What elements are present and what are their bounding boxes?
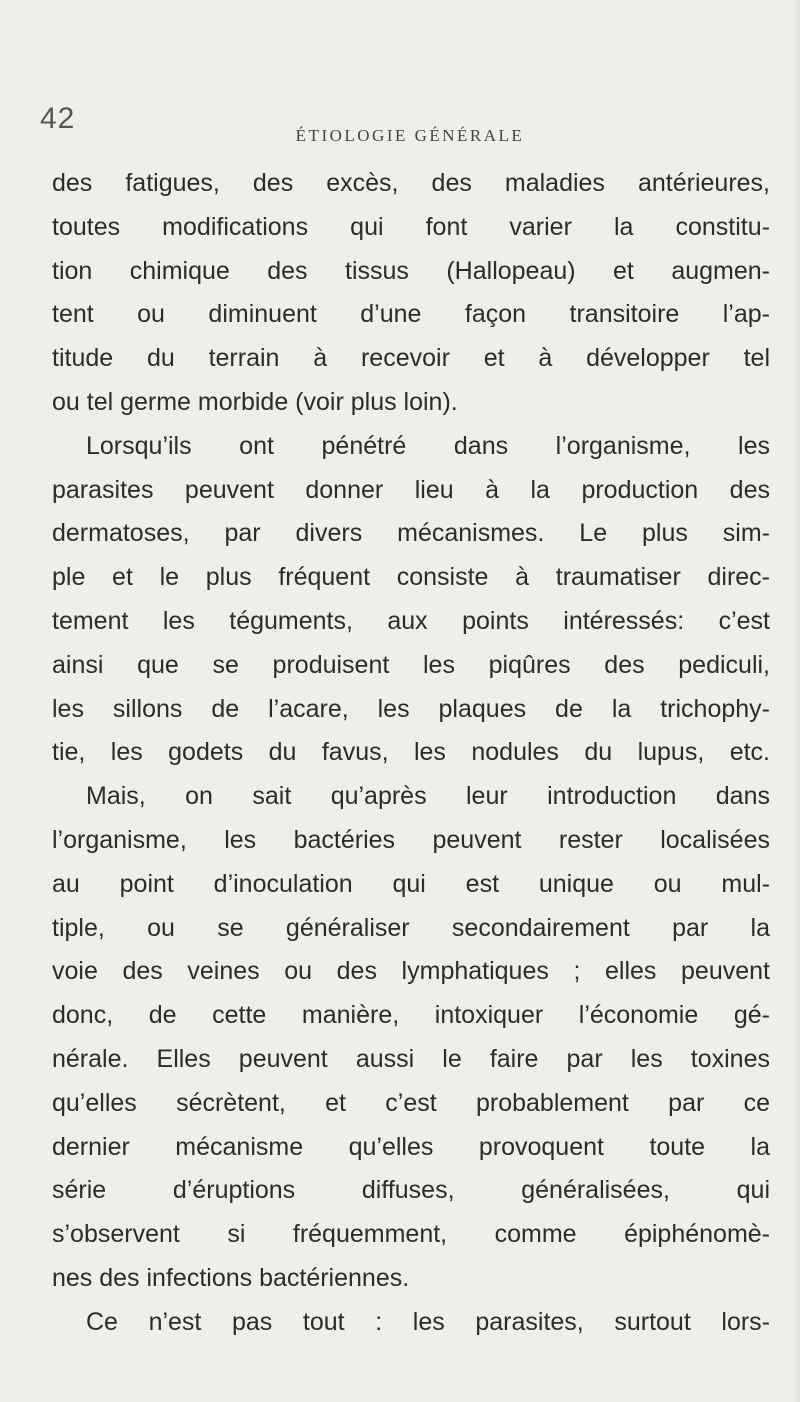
text-line: les sillons de l’acare, les plaques de la trichophy- [52,694,770,723]
text-line: ple et le plus fréquent consiste à traumatiser direc- [52,563,770,592]
text-line: donc, de cette manière, intoxiquer l’économie gé- [52,1001,770,1030]
text-line: tiple, ou se généraliser secondairement par la [52,913,770,942]
text-line: ainsi que se produisent les piqûres des pediculi, [52,650,770,679]
text-line: tie, les godets du favus, les nodules du lupus, etc. [52,738,770,767]
text-line: Lorsqu’ils ont pénétré dans l’organisme, les [86,431,770,460]
text-line: série d’éruptions diffuses, généralisées, qui [52,1176,770,1205]
text-line: s’observent si fréquemment, comme épiphénomè- [52,1220,770,1249]
text-line: ou tel germe morbide (voir plus loin). [52,387,458,416]
text-line: qu’elles sécrètent, et c’est probablement par ce [52,1088,770,1117]
text-line: l’organisme, les bactéries peuvent rester localisées [52,825,770,854]
text-line: au point d’inoculation qui est unique ou mul- [52,869,770,898]
text-line: Mais, on sait qu’après leur introduction dans [86,782,770,811]
running-head: ÉTIOLOGIE GÉNÉRALE [295,126,525,145]
text-line: nes des infections bactériennes. [52,1263,410,1292]
text-line: tent ou diminuent d’une façon transitoire l’ap- [52,300,770,329]
text-line: parasites peuvent donner lieu à la production des [52,475,770,504]
text-line: titude du terrain à recevoir et à développer tel [52,344,770,373]
text-line: Ce n’est pas tout : les parasites, surtout lors- [86,1307,770,1336]
text-line: toutes modifications qui font varier la constitu- [52,212,770,241]
body-text [52,162,770,1345]
text-line: voie des veines ou des lymphatiques ; elles peuvent [52,957,770,986]
text-line: dernier mécanisme qu’elles provoquent toute la [52,1132,770,1161]
text-line: nérale. Elles peuvent aussi le faire par les toxines [52,1044,770,1073]
text-line: dermatoses, par divers mécanismes. Le plus sim- [52,519,770,548]
page-edge-shadow [790,0,800,1402]
text-line: tement les téguments, aux points intéressés: c’est [52,606,770,635]
text-line: des fatigues, des excès, des maladies antérieures, [52,169,770,197]
page-number: 42 [40,102,76,135]
text-line: tion chimique des tissus (Hallopeau) et augmen- [52,256,770,285]
